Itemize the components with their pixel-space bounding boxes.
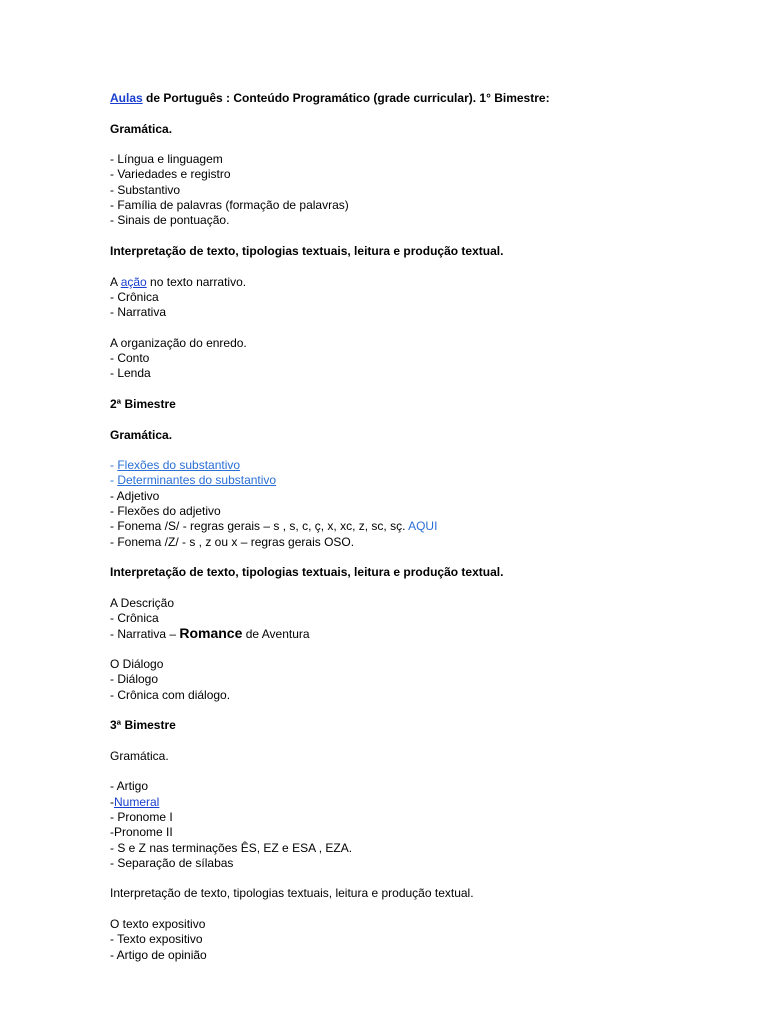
fonema-s-text: - Fonema /S/ - regras gerais – s , s, c, ç, x, xc, z, sc, sç.	[110, 519, 409, 534]
fonema-s-line	[110, 519, 710, 534]
narrativa-romance-line	[110, 626, 710, 641]
list-item: - Crônica	[110, 611, 159, 626]
dash: -	[110, 794, 114, 809]
list-item: - Fonema /Z/ - s , z ou x – regras gerais OSO.	[110, 534, 355, 549]
list-item: - Crônica	[110, 289, 159, 304]
list-item: - Variedades e registro	[110, 167, 231, 182]
dialogo-title: O Diálogo	[110, 656, 164, 671]
organizacao-title: A organização do enredo.	[110, 335, 247, 350]
aulas-link[interactable]: Aulas	[110, 91, 143, 105]
b2-title: 2ª Bimestre	[110, 396, 176, 411]
list-item: - Crônica com diálogo.	[110, 687, 231, 702]
aqui-link[interactable]: AQUI	[408, 519, 438, 534]
b2-gramatica-title: Gramática.	[110, 427, 173, 442]
b1-interpretacao-title: Interpretação de texto, tipologias textuais, leitura e produção textual.	[110, 243, 504, 258]
dash: -	[110, 458, 118, 473]
list-item: - Conto	[110, 351, 150, 366]
list-item: - Artigo de opinião	[110, 947, 207, 962]
list-item: - S e Z nas terminações ÊS, EZ e ESA , EZA.	[110, 840, 353, 855]
list-item: -Pronome II	[110, 825, 173, 840]
romance-text: Romance	[179, 625, 243, 642]
determinantes-line	[110, 473, 710, 488]
list-item: - Narrativa	[110, 305, 167, 320]
list-item: - Sinais de pontuação.	[110, 213, 230, 228]
list-item: - Adjetivo	[110, 488, 160, 503]
acao-pre: A	[110, 274, 121, 289]
list-item: - Texto expositivo	[110, 932, 203, 947]
acao-post: no texto narrativo.	[146, 274, 247, 289]
list-item: - Pronome I	[110, 809, 173, 824]
heading-text: de Português : Conteúdo Programático (grade curricular). 1° Bimestre:	[142, 91, 550, 105]
flexoes-substantivo-line	[110, 458, 710, 473]
list-item: - Lenda	[110, 366, 151, 381]
document-content	[110, 91, 710, 963]
b3-title: 3ª Bimestre	[110, 718, 176, 733]
numeral-line	[110, 795, 710, 810]
list-item: - Flexões do adjetivo	[110, 504, 221, 519]
numeral-link[interactable]: Numeral	[114, 794, 160, 809]
page-heading	[110, 91, 710, 106]
narr-pre: - Narrativa –	[110, 627, 180, 642]
b2-interpretacao-title: Interpretação de texto, tipologias textuais, leitura e produção textual.	[110, 565, 504, 580]
determinantes-link[interactable]: Determinantes do substantivo	[117, 473, 277, 488]
flexoes-substantivo-link[interactable]: Flexões do substantivo	[117, 458, 241, 473]
list-item: - Família de palavras (formação de palavras)	[110, 198, 349, 213]
expositivo-title: O texto expositivo	[110, 917, 206, 932]
b3-gramatica-title: Gramática.	[110, 748, 169, 763]
acao-link[interactable]: ação	[120, 274, 147, 289]
narr-post: de Aventura	[242, 627, 310, 642]
dash: -	[110, 473, 118, 488]
descricao-title: A Descrição	[110, 595, 175, 610]
b1-gramatica-title: Gramática.	[110, 121, 173, 136]
list-item: - Separação de sílabas	[110, 855, 234, 870]
list-item: - Substantivo	[110, 182, 181, 197]
list-item: - Diálogo	[110, 672, 159, 687]
list-item: - Língua e linguagem	[110, 152, 223, 167]
list-item: - Artigo	[110, 779, 149, 794]
b3-interpretacao-title: Interpretação de texto, tipologias textuais, leitura e produção textual.	[110, 886, 474, 901]
acao-line	[110, 275, 710, 290]
